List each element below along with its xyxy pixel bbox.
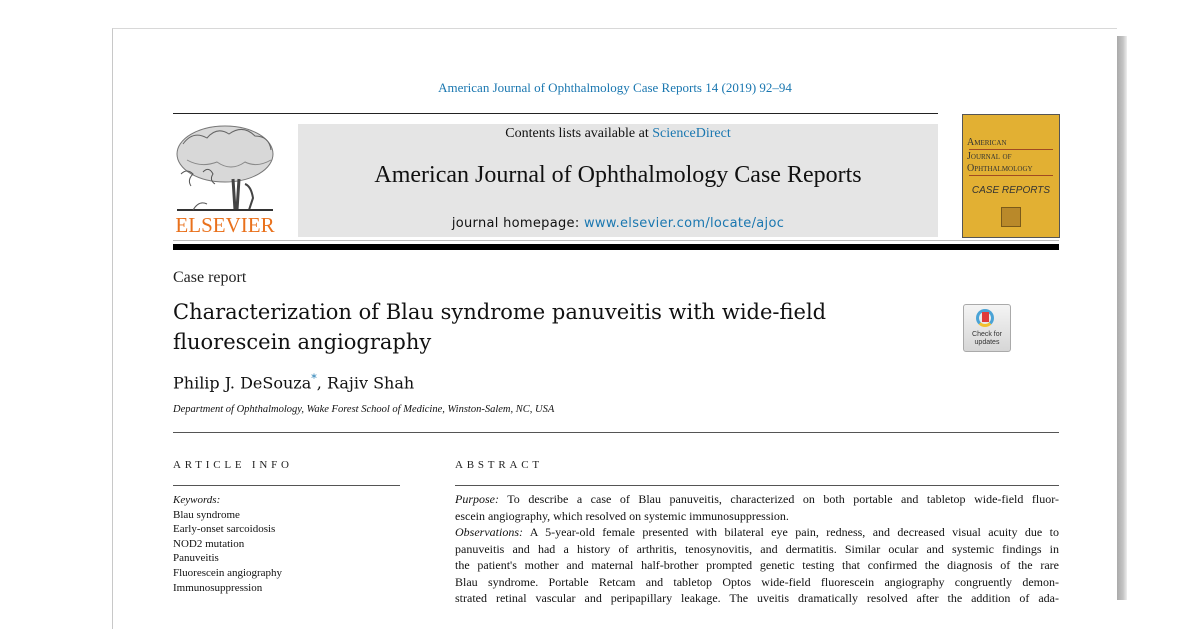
- header-rule: [173, 113, 938, 114]
- crossmark-flag-icon: [982, 312, 989, 322]
- author-name[interactable]: Philip J. DeSouza: [173, 373, 312, 393]
- article-info-rule: [173, 485, 400, 486]
- keyword: NOD2 mutation: [173, 537, 245, 550]
- elsevier-tree-icon: [173, 124, 277, 212]
- homepage-link[interactable]: www.elsevier.com/locate/ajoc: [583, 216, 785, 231]
- abstract-text: the patient's mother and maternal half-brother prompted genetic testing that confirmed the diagnosis of the rare: [455, 558, 1059, 572]
- journal-cover-thumbnail[interactable]: [962, 114, 1060, 238]
- abstract-line: [455, 557, 1059, 574]
- abstract-line: [455, 508, 1059, 525]
- abstract-text: A 5-year-old female presented with bilateral eye pain, redness, and decreased visual acuity due to: [523, 525, 1059, 539]
- journal-citation[interactable]: American Journal of Ophthalmology Case Reports 14 (2019) 92–94: [438, 80, 792, 95]
- cover-rule: [969, 175, 1053, 176]
- author-name[interactable]: Rajiv Shah: [326, 373, 415, 393]
- page-shadow: [1117, 36, 1127, 600]
- pdf-page: [112, 28, 1117, 629]
- abstract-text: strated retinal vascular and peripapillary leakage. The uveitis dramatically resolved after the addition of ada-: [455, 591, 1059, 605]
- abstract-line: [455, 524, 1059, 541]
- keywords-list: [173, 493, 282, 595]
- keywords-label: Keywords:: [173, 494, 221, 506]
- cover-line-1: American: [967, 137, 1007, 148]
- article-title: Characterization of Blau syndrome panuveitis with wide-field fluorescein angiography: [173, 300, 827, 354]
- abstract-rule: [455, 485, 1059, 486]
- homepage-line: [298, 216, 938, 231]
- keyword: Immunosuppression: [173, 581, 263, 594]
- elsevier-wordmark: ELSEVIER: [175, 213, 275, 237]
- corresponding-author-mark[interactable]: *: [311, 372, 317, 385]
- abstract-label: Purpose:: [455, 492, 499, 506]
- abstract-text: escein angiography, which resolved on systemic immunosuppression.: [455, 508, 789, 523]
- abstract-body: [455, 491, 1059, 607]
- cover-line-3: Ophthalmology: [967, 163, 1033, 174]
- crossmark-label-line2: updates: [974, 339, 1000, 346]
- article-type: Case report: [173, 269, 247, 286]
- crossmark-label-line1: Check for: [972, 331, 1002, 338]
- crossmark-label: [964, 331, 1010, 347]
- abstract-line: [455, 590, 1059, 607]
- keyword: Early-onset sarcoidosis: [173, 523, 276, 536]
- author-separator: ,: [316, 373, 327, 393]
- homepage-prefix: journal homepage:: [451, 216, 580, 231]
- journal-title: American Journal of Ophthalmology Case Reports: [374, 162, 862, 188]
- journal-banner: [298, 124, 938, 237]
- banner-thin-rule: [173, 240, 1059, 241]
- check-for-updates-button[interactable]: [963, 304, 1011, 352]
- article-info-heading: ARTICLE INFO: [173, 459, 293, 471]
- keyword: Blau syndrome: [173, 508, 240, 521]
- banner-thick-rule: [173, 244, 1059, 250]
- elsevier-logo[interactable]: [173, 124, 277, 238]
- section-divider: [173, 432, 1059, 433]
- contents-line: [298, 126, 938, 142]
- abstract-label: Observations:: [455, 525, 523, 539]
- cover-line-2: Journal of: [967, 151, 1012, 162]
- keyword: Fluorescein angiography: [173, 566, 283, 579]
- sciencedirect-link[interactable]: ScienceDirect: [652, 126, 731, 141]
- keyword: Panuveitis: [173, 552, 219, 565]
- contents-prefix: Contents lists available at: [505, 126, 649, 141]
- abstract-text: To describe a case of Blau panuveitis, characterized on both portable and tabletop wide-field fluor-: [499, 492, 1059, 506]
- abstract-line: [455, 574, 1059, 591]
- abstract-heading: ABSTRACT: [455, 459, 543, 471]
- author-list: [173, 372, 414, 392]
- cover-elsevier-icon: [1001, 207, 1021, 227]
- abstract-line: [455, 541, 1059, 558]
- abstract-text: panuveitis and had a history of arthritis, tenosynovitis, and dermatitis. Similar ocular and systemic findings in: [455, 541, 1059, 556]
- cover-rule: [969, 149, 1053, 150]
- abstract-line: [455, 491, 1059, 508]
- cover-line-4: CASE REPORTS: [971, 185, 1051, 196]
- affiliation: Department of Ophthalmology, Wake Forest School of Medicine, Winston-Salem, NC, USA: [173, 404, 555, 415]
- abstract-text: Blau syndrome. Portable Retcam and tabletop Optos wide-field fluorescein angiography congruently demon-: [455, 574, 1059, 589]
